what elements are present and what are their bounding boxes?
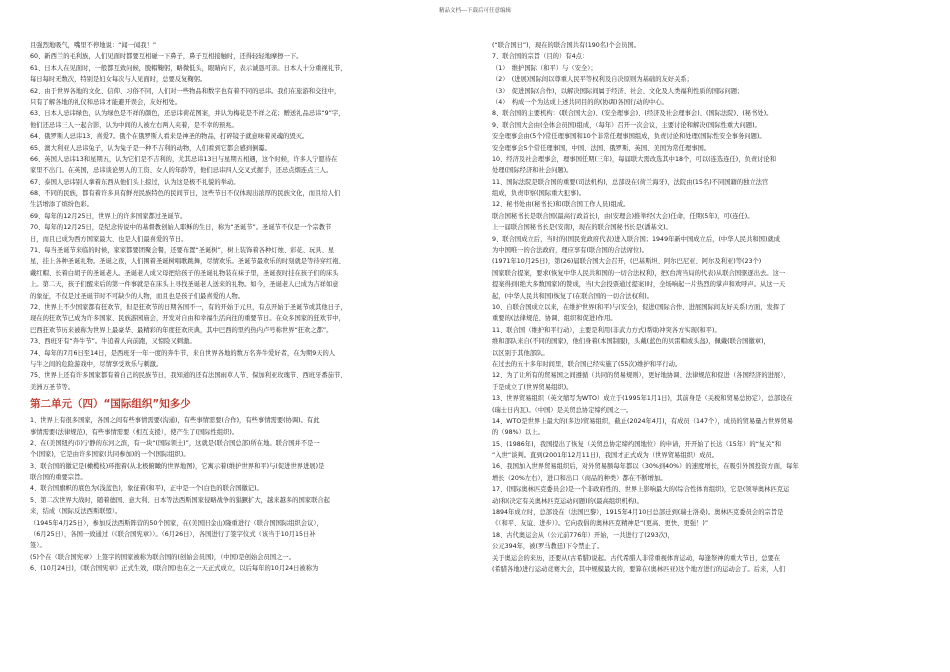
text-line: 公元394年，被(罗马教廷)下令禁止了。	[492, 543, 604, 551]
text-line: “入世”谈判。直到(2001年12月11日)，我国才正式成为（世界贸易组织）成员。	[492, 452, 719, 460]
text-line: 60、新西兰的毛利族，人们见面时都要互相碰一下鼻子，鼻子互相接触时，还得轻轻地摩擦一下。	[30, 53, 303, 61]
text-line: 事情需要(法律规范)，有些事情需要（相互支援），使产生了(国际性组织)。	[30, 428, 239, 436]
text-line: 每日每时无数次，特别是妇女每次与人见面时，总要反复鞠躬。	[30, 76, 207, 84]
text-line: 71、每当圣诞节来临的时候，家家都要团聚会餐，还要布置“圣诞树”，树上装饰着各种灯烛、彩花、玩具、星	[30, 247, 335, 255]
text-line: 联合国的重要宗旨。	[30, 474, 87, 482]
page-header: 精品文档---下载后可任意编辑	[439, 8, 511, 14]
text-line: (瑞士日内瓦)。（中国）是关贸总协定缔约国之一。	[492, 406, 633, 414]
text-line: 68、不同的民族，都有着许多具有鲜亮民族特色的民间节日，这些节日不仅体现出浓厚的民族文化，而且给人们	[30, 190, 341, 198]
text-line: （1） 维护国际（和平）与（安全）；	[492, 64, 597, 72]
text-line: 安全理事会由(5个)常任理事国和10个非常任理事国组成，负责讨论和处理(国际性安全事务问题)。	[492, 133, 766, 141]
text-line: （2） (进展)国际间以尊重人民平等权利及自决原则为基础的友好关系；	[492, 76, 693, 84]
text-line: 17、(国际奥林匹克委员会)是一个非政府性的、世界上影响最大的(综合性体育组织)，它是(领导奥林匹克运	[492, 486, 790, 494]
right-column	[492, 40, 922, 575]
text-line: 1、世界上有很多国家，各国之间有些事情需要(沟通)，有些事情需要(合作)，有些事情需要(协调)。有此	[30, 417, 320, 425]
text-line: 74、每年的7月6日至14日，是西班牙一年一度的奔牛节，来自世界各地的数万名奔牛爱好者，在为期9天的人	[30, 349, 336, 357]
text-line: （4） 构成一个为达成上述共同目的的(协调)各国行动的中心。	[492, 98, 668, 106]
text-line: 9、联合国成立后，当时的(国民党政府代表)进入联合国；1949年新中国成立后，(中华人民共和国)就成	[492, 235, 781, 243]
text-line: 5、第二次世界大战时，随着德国、意大利、日本等法西斯国家侵略战争的猖獗扩大，越来越多的国家联合起	[30, 496, 330, 504]
text-line: 与牛之间的危险游戏中，尽情享受欢乐与刺激。	[30, 360, 163, 368]
text-line: 的（98%）以上。	[492, 429, 544, 437]
text-line: 16、我国加入世界贸易组织后，对外贸易额每年都以（30%到40%）的速度增长，在吸引外国投资方面，每年	[492, 463, 799, 471]
text-line: 67、泰国人忌讳别人拿着东西从他们头上掠过，认为这是极不礼貌的举动。	[30, 178, 240, 186]
text-line: 美洲万圣节等。	[30, 383, 75, 391]
text-line: 63、日本人忌讳绿色，认为绿色是不祥的颜色，还忌讳荷花图案，并认为梅花是不祥之花；赠送礼品忌讳“9”字，	[30, 110, 345, 118]
text-line: 起，(中华人民共和国)恢复了(在联合国的一切合法权利)。	[492, 292, 653, 300]
text-line: 18、古代奥运会从（公元前776年）开始，一共进行了(293次)，	[492, 531, 674, 539]
text-line: 增长（20%左右），进口和出口（商品的种类）都在不断增加。	[492, 474, 667, 482]
text-line: 64、俄罗斯人忌讳13、喜爱7。俄个在俄罗斯人看来是神圣的物品，打碎镜子就意味着灵魂的毁灭。	[30, 133, 309, 141]
text-line: 72、世界上不少国家都有狂欢节，但是狂欢节的日期各国不一，有的开始于元旦，有点开始于圣诞节或其他日子，	[30, 303, 347, 311]
text-line: 动)和(决定有关奥林匹克运动问题)的(最高组织机构)。	[492, 497, 643, 505]
text-line: 11、国际法院是联合国的重要(司法机构)，总部设在(荷兰海牙)，法院由(15名)不同国籍的独立法官	[492, 178, 769, 186]
text-line: 家里不出门。在英国，忌讳谈论男人的工资、女人的年龄等，他们忌讳四人交叉式握手，还忌点烟连点三人。	[30, 167, 333, 175]
text-line: 12、秘书处由(秘书长)和(联合国工作人员)组成。	[492, 201, 630, 209]
text-line: 只有了解各地的礼仪和忌讳才能避开误会，友好相处。	[30, 98, 182, 106]
text-line: (5)个在（联合国宪章）上签字的国家被称为联合国的(创始会员国)，（中国)是创始会员国之一。	[30, 553, 296, 561]
text-line: 70、每年的12月25日，是纪念传说中的基督教创始人耶稣的生日，称为“圣诞节”。圣诞节不仅是一个宗教节	[30, 224, 332, 232]
text-line: 8、联合国的主要机构：(联合国大会)、(安全理事会)、(经济及社会理事会)、(国际法院)、(秘书处)。	[492, 110, 773, 118]
text-line: 处理(国际经济和社会问题)。	[492, 167, 573, 175]
text-line: 戴红帽、长着白胡子的圣诞老人。圣诞老人成父母把给孩子的圣诞礼物装在袜子里，圣诞夜时挂在孩子们的床头	[30, 269, 339, 277]
text-line: (“联合国日”)，现在的联合国共有(190名)个会员国。	[492, 42, 641, 49]
text-line: 组成，负责审察(国际重大犯事)。	[492, 190, 586, 198]
text-line: 巴西狂欢节历来被称为世界上最豪华、最精彩的年度狂欢庆典，其中巴西的里约热内卢号称世界“狂欢之都”。	[30, 326, 333, 334]
text-line: 安全理事会5个常任理事国，中国、法国、俄罗斯、英国、美国为常任理事国。	[492, 144, 711, 152]
text-line: 66、英国人忌讳13和星期五，认为它们是不吉利的，尤其忌讳13日与星期五相遇，这个时候，许多人宁愿待在	[30, 155, 338, 163]
text-line: 上。第二天，孩子们醒来后的第一件事就是在床头上寻找圣诞老人送来的礼物。如今，圣诞老人已成为吉祥如意	[30, 281, 339, 289]
text-line: 签）。	[30, 542, 46, 550]
text-line: 上一届联合国秘书长是(安南)，现在的联合国秘书长是(潘基文)。	[492, 224, 672, 232]
text-line: （6月25日），各国一致通过（《联合国宪章》）。（6月26日），各国进行了签字仪式（该当于10月15日补	[30, 531, 316, 539]
left-top-text	[30, 40, 482, 393]
text-line: 3、联合国的徽记是(橄榄枝)环抱着(从北极俯瞰的世界地图)，它寓示着(维护世界和平)与(促进世界进展)是	[30, 462, 325, 470]
text-line: 4、联合国旗帜的底色为(浅蓝色)，象征着(和平)，正中是一个(白色的联合国徽记)。	[30, 485, 263, 493]
text-line: 65、澳大利亚人忌讳兔子，认为兔子是一种不吉利的动物，人们看到它都会感到倒霉。	[30, 144, 271, 152]
text-line: 来，结成（国际反法西斯联盟）。	[30, 508, 122, 516]
left-column	[30, 40, 482, 575]
text-line: 在过去的五十多年时间里，联合国已经实施了(55次)维护和平行动。	[492, 360, 682, 368]
text-line: 2、在(美国纽约市)宁静的东河之滨，有一块“(国际领土)”，这就是(联合国总部)所在地。联合国并不是一	[30, 439, 320, 447]
text-line: 61、日本人在见面时，一般都互致问候，脱帽鞠躬，略微低头，眼睛向下，表示诚恳可亲。日本人十分重视礼节，	[30, 64, 347, 72]
text-line: 日，而且已成为西方国家最大、也是人们最喜爱的节日。	[30, 235, 188, 243]
text-line: 15、(1986年)，我国提出了恢复（关贸总协定缔约国地位）的申请，开开始了长达（15年）的“复关”和	[492, 440, 782, 448]
text-line: （3） 促进国际(合作)，以解决国际间属于经济、社会、文化及人类福利性质的国际问题；	[492, 87, 744, 95]
text-line: 提案得到(绝大多数国家)的赞成，当(大会投票通过提案)时，全场响起一片热烈的掌声和欢呼声。从这一天	[492, 281, 786, 289]
text-line: 的象征，不仅是过圣诞节时不可缺少的人物，而且也是孩子们最喜爱的人物。	[30, 292, 245, 300]
text-line: 重要的(法律规范、协调、组织和促进)作用。	[492, 315, 617, 323]
text-line: 维和部队来自(不同的国家)，他们身着(本国制服)，头戴(蓝色的贝雷帽或头盔)，佩戴(联合国徽章)，	[492, 338, 770, 346]
text-line: 为中国唯一的合法政府，理应享有(联合国的合法席位)。	[492, 247, 649, 255]
text-line: 他们还忌讳三人一起合影，认为中间的人被左右两人夹着，是不幸的预兆。	[30, 121, 238, 129]
text-line: 星，挂上各种圣诞礼物。圣诞之夜，人们围着圣诞树唱歌跳舞，尽情欢乐。圣诞节最欢乐的时刻就是等待穿红袍、	[30, 258, 345, 266]
text-line: 现在的狂欢节已成为许多国家、民族游园庙会，开发对自由和幸福生活向往的重要节日。在众多国家的狂欢节中，	[30, 315, 345, 323]
text-line: 6、(10月24日)，《联合国宪章》正式生效，(联合国)也在之一天正式成立，以后每年的10月24日被称为	[30, 565, 319, 573]
text-line: 62、由于世界各地的文化、信仰、习俗不同，人们对一些物品和数字也有着不同的忌讳。我们在旅游和交往中，	[30, 87, 341, 95]
left-bottom-text	[30, 415, 482, 574]
text-line: 69、每年的12月25日，世界上的许多国家都过圣诞节。	[30, 212, 187, 220]
text-line: 7、联合国的宗旨（目的）有4点：	[492, 53, 589, 61]
text-line: 以区别于其他部队。	[492, 349, 549, 357]
text-line: 10、经济及社会理事会，理事国任期(三年)，每届联大需改选其中18个，可以(连选连任)，负责讨论和	[492, 155, 777, 163]
text-line: 关于奥运会的来历，还要从(古希腊)说起。古代希腊人非常重视体育运动，每逢祭神的重大节日，总要在	[492, 554, 781, 562]
text-line: 于是成立了(世界贸易组织)。	[492, 383, 573, 391]
text-line: 14、WTO是世界上最大的(多边)贸易组织，截止(2024年4月)，有成员（147个），成员的贸易量占世界贸易	[492, 417, 794, 425]
section-title: 第二单元（四）“国际组织”知多少	[30, 398, 191, 411]
text-line: 且强烈地吸气，嘴里不停地说：“闻一闻我！”	[30, 42, 157, 49]
text-line: (1971年10月25日)，第(26)届联合国大会召开，(巴基斯坦、阿尔巴尼亚、阿尔及利亚)等(23个)	[492, 258, 762, 266]
text-line: （1945年4月25日），参加反法西斯阵营的50个国家，在(美国旧金山)隆重进行（联合国国际组织会议），	[30, 519, 323, 527]
text-line: 生活增添了缤纷色彩。	[30, 201, 93, 209]
text-line: 75、世界上还有许多国家都有着自己的民族节日，我知道的还有法国雨草人节、保加利亚玫瑰节、西班牙番茄节、	[30, 372, 347, 380]
text-line: 11、联合国（维护和平行动），主要是利用(非武力方式)帮助冲突各方实现(和平)。	[492, 326, 721, 334]
text-line: 1894年成立时，总部设在（法国巴黎），1915年4月10日总部迁到(瑞士洛桑)。奥林匹克委员会的宗旨是	[492, 509, 784, 517]
right-text	[492, 40, 922, 575]
text-line: 12、为了让所有的贸易国之间遵循（共同的贸易规则），更好地协调、法律规范和促进（各国经济的进展），	[492, 372, 790, 380]
text-line: 13、世界贸易组织（英文缩写为WTO）成立于(1995年1月1日)，其前身是（关税和贸易总协定），总部设在	[492, 395, 793, 403]
text-line: 个(国家)，它是由许多国家(共同参加)的一个(国际组织)。	[30, 451, 190, 459]
text-line: 联合国秘书长是联合国(最高行政首长)，由(安理会)推举经(大会)任命，任期(5年)，可(连任)。	[492, 212, 754, 220]
text-line: (希腊各地)进行运动竞赛大会，其中规模最大的，要算在(奥林匹亚)这个地方进行的运动会了。后来，人们	[492, 565, 786, 573]
text-line: 9、联合国大会由(全体会员国)组成，（每年）召开一次会议，主要讨论和解决(国际性重大问题)。	[492, 121, 761, 129]
text-line: 国家联合提案，要求(恢复中华人民共和国的一切合法权利)，把(台湾当局的代表)从联合国驱逐出去。这一	[492, 269, 786, 277]
text-line: 73、西班牙有“奔牛节”。牛追着人向前跑，又惊险又刺激。	[30, 338, 196, 346]
text-line: 10、自联合国成立以来，在维护世界(和平)与(安全)，促进(国际合作、进展国际间友好关系)方面，发挥了	[492, 303, 786, 311]
text-line: 《（和平、友谊、进步）》。它向我倡的奥林匹克精神是“(更高、更快、更强！)”	[492, 520, 709, 528]
